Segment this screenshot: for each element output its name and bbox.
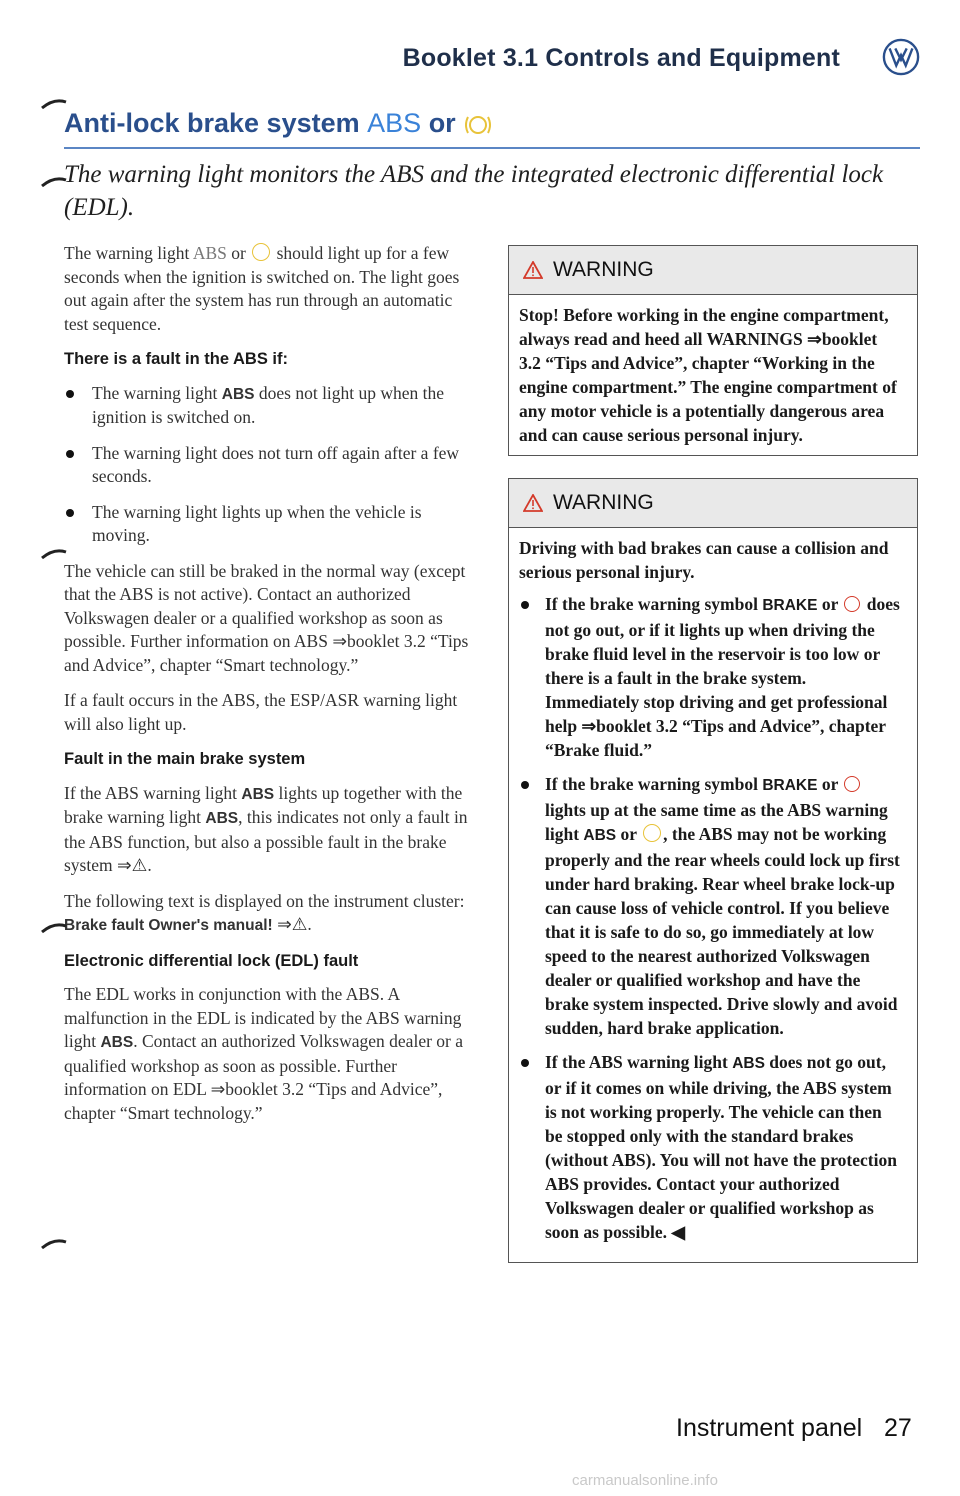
abs-warning-icon [463, 112, 493, 138]
heading-fault: There is a fault in the ABS if: [64, 350, 288, 368]
list-item: If the brake warning symbol BRAKE or lights up at the same time as the ABS warning light ABS or , the ABS may not be working properly and the rear wheels could lock up first under hard braking. Rear wheel brake lock-up can cause loss of vehicle control. If you believe that it is safe to do so, go immediately at low speed to the nearest authorized Volkswagen dealer or qualified workshop and have the brake system inspected. Drive slowly and avoid sudden, hard brake application. [519, 772, 903, 1040]
warning-heading: WARNING [509, 479, 917, 528]
paragraph-test-sequence: The warning light ABS or should light up for a few seconds when the ignition is switched on. The light goes out again after the system has run through an automatic test sequence. [64, 243, 460, 334]
crop-mark-icon [40, 920, 68, 934]
warning-heading: WARNING [509, 246, 917, 295]
left-column [64, 242, 474, 1137]
list-item: If the brake warning symbol BRAKE or does not go out, or if it lights up when driving the brake fluid level in the reservoir is too low or there is a fault in the brake system. Immediately stop driving and get professional help ⇒booklet 3.2 “Tips and Advice”, chapter “Brake fluid.” [519, 592, 903, 762]
page-number: 27 [884, 1414, 912, 1442]
abs-text-symbol: ABS [367, 108, 422, 138]
list-item: If the ABS warning light ABS does not go out, or if it comes on while driving, the ABS system is not working properly. The vehicle can then be stopped only with the standard brakes (without ABS). You will not have the protection ABS provides. Contact your authorized Volkswagen dealer or qualified workshop as soon as possible. ◀ [519, 1050, 903, 1244]
title-rule [64, 147, 920, 149]
paragraph-cluster-text: The following text is displayed on the instrument cluster: Brake fault Owner's manual! ⇒⚠. [64, 890, 465, 934]
warning-body [509, 528, 917, 1262]
warning-intro: Driving with bad brakes can cause a collision and serious personal injury. [519, 538, 889, 582]
brake-warning-icon [844, 596, 860, 612]
section-title: Anti-lock brake system ABS or [64, 108, 493, 139]
warning-triangle-icon [523, 261, 543, 279]
paragraph-edl: The EDL works in conjunction with the ABS. A malfunction in the EDL is indicated by the ABS warning light ABS. Contact an authorized Volkswagen dealer or a qualified workshop as soon as possible. Further information on EDL ⇒booklet 3.2 “Tips and Advice”, chapter “Smart technology.” [64, 984, 464, 1123]
list-item: The warning light ABS does not light up when the ignition is switched on. [64, 382, 474, 430]
end-marker-icon: ◀ [671, 1222, 685, 1242]
brake-warning-icon [844, 776, 860, 792]
booklet-title: Booklet 3.1 Controls and Equipment [402, 44, 840, 72]
heading-edl: Electronic differential lock (EDL) fault [64, 951, 359, 970]
list-item: The warning light does not turn off again after a few seconds. [64, 442, 474, 489]
crop-mark-icon [40, 1236, 68, 1250]
warning-box-brakes [508, 478, 918, 1263]
intro-text: The warning light monitors the ABS and the integrated electronic differential lock (EDL). [64, 161, 884, 221]
paragraph-braking: The vehicle can still be braked in the normal way (except that the ABS is not active). Contact an authorized Volkswagen dealer or a qualified workshop as soon as possible. Further information on ABS ⇒booklet 3.2 “Tips and Advice”, chapter “Smart technology.” [64, 560, 469, 675]
paragraph-esp: If a fault occurs in the ABS, the ESP/ASR warning light will also light up. [64, 690, 458, 734]
paragraph-main-brake: If the ABS warning light ABS lights up together with the brake warning light ABS, this indicates not only a fault in the ABS function, but also a possible fault in the brake system ⇒⚠. [64, 782, 468, 875]
section-name: Instrument panel [676, 1414, 863, 1442]
abs-warning-icon [643, 824, 661, 842]
warning-triangle-icon [523, 494, 543, 512]
watermark: carmanualsonline.info [572, 1472, 718, 1489]
crop-mark-icon [40, 546, 68, 560]
warning-box-engine [508, 245, 918, 456]
cluster-message: Brake fault Owner's manual! [64, 917, 273, 934]
crop-mark-icon [40, 96, 68, 110]
crop-mark-icon [40, 174, 68, 188]
list-item: The warning light lights up when the vehicle is moving. [64, 501, 474, 548]
warning-text: Stop! Before working in the engine compartment, always read and heed all WARNINGS ⇒booklet 3.2 “Tips and Advice”, chapter “Working in the engine compartment.” The engine compartment of any motor vehicle is a potentially dangerous area and can cause serious personal injury. [519, 305, 897, 445]
heading-main-brake: Fault in the main brake system [64, 750, 306, 768]
abs-warning-icon [252, 243, 270, 261]
vw-logo-icon [882, 38, 920, 76]
